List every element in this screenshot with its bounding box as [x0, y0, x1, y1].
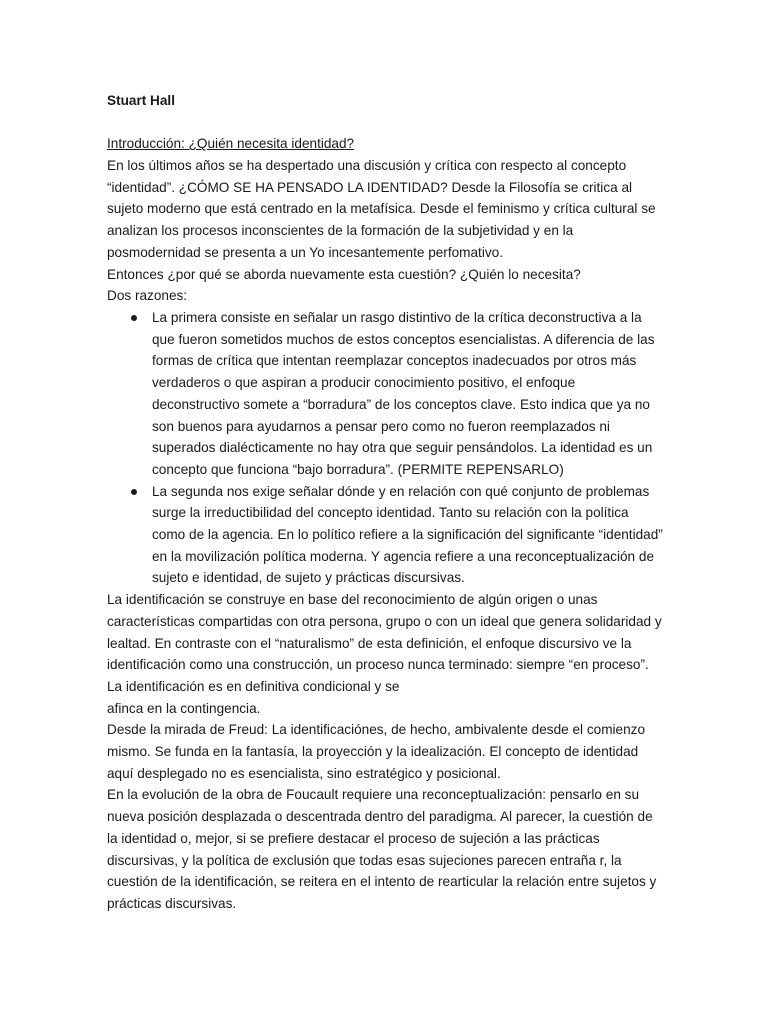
list-item — [107, 481, 663, 590]
document-title: Stuart Hall — [107, 93, 175, 108]
section-title: Introducción: ¿Quién necesita identidad? — [107, 136, 355, 152]
freud-paragraph: Desde la mirada de Freud: La identificaciónes, de hecho, ambivalente desde el comienzo mismo. Se funda en la fantasía, la proyección y la idealización. El concepto de identidad aquí desplegado no es esencialista, sino estratégico y posicional. — [107, 722, 646, 781]
list-item — [107, 307, 663, 481]
intro-paragraph: En los últimos años se ha despertado una discusión y crítica con respecto al concepto “identidad”. ¿CÓMO SE HA PENSADO LA IDENTIDAD? Desde la Filosofía se critica al sujeto moderno que está centrado en la metafísica. Desde el feminismo y crítica cultural se analizan los procesos inconscientes de la formación de la subjetividad y en la posmodernidad se presenta a un Yo incesantemente perfomativo. — [107, 158, 656, 260]
list-item-text: La segunda nos exige señalar dónde y en relación con qué conjunto de problemas surge la irreductibilidad del concepto identidad. Tanto su relación con la política como de la agencia. En lo político refiere a la significación del significante “identidad” en la movilización política moderna. Y agencia refiere a una reconceptualización de sujeto e identidad, de sujeto y prácticas discursivas. — [152, 483, 663, 586]
identification-continuation: afinca en la contingencia. — [107, 700, 261, 716]
reasons-list — [107, 307, 663, 589]
document-page — [107, 90, 663, 915]
foucault-paragraph: En la evolución de la obra de Foucault requiere una reconceptualización: pensarlo en su nueva posición desplazada o descentrada dentro del paradigma. Al parecer, la cuestión de la identidad o, mejor, si se prefiere destacar el proceso de sujeción a las prácticas discursivas, y la política de exclusión que todas esas sujeciones parecen entraña r, la cuestión de la identificación, se reitera en el intento de rearticular la relación entre sujetos y prácticas discursivas. — [107, 787, 657, 911]
list-item-text: La primera consiste en señalar un rasgo distintivo de la crítica deconstructiva a la que fueron sometidos muchos de estos conceptos esencialistas. A diferencia de las formas de crítica que intentan reemplazar conceptos inadecuados por otros más verdaderos o que aspiran a producir conocimiento positivo, el enfoque deconstructivo somete a “borradura” de los conceptos clave. Esto indica que ya no son buenos para ayudarnos a pensar pero como no fueron reemplazados ni superados dialécticamente no hay otra que seguir pensándolos. La identidad es un concepto que funciona “bajo borradura”. (PERMITE REPENSARLO) — [152, 310, 655, 477]
reasons-label: Dos razones: — [107, 288, 188, 304]
blank-line — [107, 112, 663, 134]
bullet-icon — [131, 315, 137, 321]
identification-paragraph: La identificación se construye en base del reconocimiento de algún origen o unas características compartidas con otra persona, grupo o con un ideal que genera solidaridad y lealtad. En contraste con el “naturalismo” de esta definición, el enfoque discursivo ve la identificación como una construcción, un proceso nunca terminado: siempre “en proceso”. La identificación es en definitiva condicional y se — [107, 592, 662, 694]
question-paragraph: Entonces ¿por qué se aborda nuevamente esta cuestión? ¿Quién lo necesita? — [107, 266, 581, 282]
bullet-icon — [131, 489, 137, 495]
